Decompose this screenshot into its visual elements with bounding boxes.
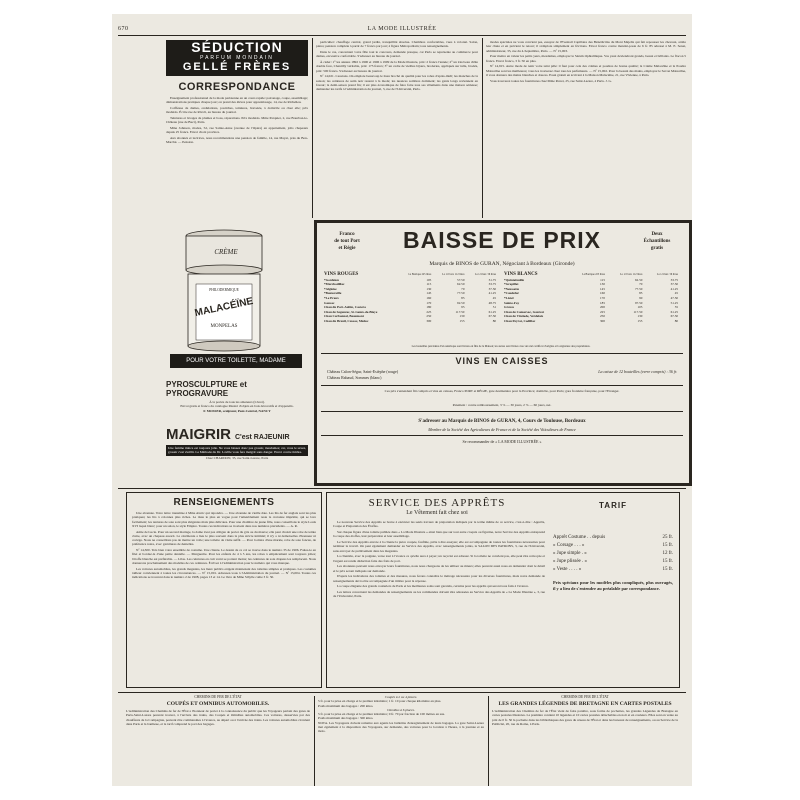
caisse-name: Château Rabaud, Sommes (blanc): [327, 375, 382, 380]
wine-price: 33.75: [488, 282, 496, 287]
wine-price: 130: [637, 314, 643, 319]
baisse-right-note: [631, 231, 683, 252]
paragraph: Sur chaque figure d'une toilette publiée dans « La Mode Illustrée » ainsi bien que sur tout autre croquis ou figurine, notre Service des Apprêts entreprend la coupe des étoffes, leur préparation et leur assemblage.: [333, 529, 545, 539]
caisses-title: VINS EN CAISSES: [455, 356, 549, 366]
wine-price: 155: [637, 318, 643, 323]
wine-name: *Le Praux: [324, 295, 339, 300]
paragraph: Les abonnées peuvent nous envoyer leurs fournitures, nous nous chargeons de les utiliser au mieux; elles peuvent aussi nous en demander dont le détail et le prix seront indiqués sur demande.: [333, 564, 545, 573]
tarif-title: TARIF: [599, 501, 627, 510]
tarif-row: [553, 534, 673, 542]
jar-lid-text: CRÈME: [214, 248, 238, 256]
wine-name: *Caudefar: [504, 291, 520, 296]
wine-price: 70: [461, 286, 465, 291]
column-3-text: [486, 40, 686, 84]
service-des-apprets-box: [326, 492, 680, 688]
wine-price: 95: [461, 305, 465, 310]
baisse-note: Les bouteilles précédées d'un astérisque sont livrées en fûts de la Maison; les autres sont livrées avec un réel certificat d'origine et la signature des propriétaires.: [411, 345, 591, 348]
wine-price: 37.50: [670, 282, 678, 287]
mid-line: 5 fr. pour la prise en charge et le premier kilomètre; 1 fr. 10 pour chaque kilomètre en plus.: [318, 699, 442, 704]
wine-name: *Algleise: [324, 286, 337, 291]
paragraph: La clientèle, avec la poignée, verse tout à l'avance ce qu'elle aura à payer; un reçu lui est adressé. Si la toilette ne convient pas, elle peut être renvoyée et l'argent est rendu déduction faite des frais de port.: [333, 554, 545, 563]
correspondance-text: [166, 96, 308, 146]
wine-price: 62.50: [457, 282, 465, 287]
col-head: La Barrique 225 litres: [408, 273, 432, 276]
tarif-row: [553, 558, 673, 566]
paragraph: Les lettres concernant les demandes de renseignements ou les commandes doivent être adressées au Service des Apprêts de « La Mode Illustrée », 3, rue de l'Université, Paris.: [333, 589, 545, 599]
note-line: gratis: [650, 246, 664, 251]
wine-name: *Neussette: [504, 286, 520, 291]
wine-price: 80: [674, 318, 678, 323]
wine-price: 180: [426, 305, 432, 310]
wine-price: 200: [600, 305, 605, 310]
paragraph: La coupe élégante des grands couturiers de Paris et les meilleures soins sont garantis, certains pour les apprêts qui seront tous faits à l'avance.: [337, 584, 529, 589]
paragraph: Nº 14,021. Cessions. On emploie beaucoup le tissu broché de qualité pour les robes d'après-midi; les manches de la saison; les ceintures de satin noir restent à la mode; les nuances sombres dominent; les gants longs reviennent en faveur; la demi-saison prend fin; il est plus économique de faire faire tous ses vêtements dans une maison sérieuse; demandez les tarifs à l'administration du journal, 3, rue de l'Université, Paris.: [316, 74, 478, 92]
wine-price: 48.75: [488, 300, 496, 305]
wine-name: Graves: [504, 305, 515, 310]
note-line: et Régie: [338, 246, 356, 251]
wine-price: 97.50: [634, 300, 643, 305]
wine-row: [503, 319, 679, 324]
wine-price: 61.25: [670, 309, 678, 314]
pyrosculpture-title: PYROSCULPTURE et PYROGRAVURE: [166, 380, 247, 398]
col-head: La 1/4 barr. 56 litres: [474, 273, 496, 276]
wine-price: 145: [426, 291, 432, 296]
wine-price: 80: [492, 318, 496, 323]
wine-price: 33.75: [670, 277, 678, 282]
renseignements-title: RENSEIGNEMENTS: [173, 497, 275, 508]
wine-name: Chau du Breuil, Cussac, Médoc: [324, 318, 369, 323]
wine-name: *Listel: [504, 295, 514, 300]
seduction-sub: PARFUM MONDAIN: [200, 55, 274, 61]
wine-price: 117.50: [633, 309, 643, 314]
wine-price: 41.25: [488, 291, 496, 296]
wine-name: Chau de Segonzac, St-Genès-de-Blaye: [324, 309, 378, 314]
seduction-brand: GELLÉ FRÈRES: [182, 61, 292, 73]
seduction-ad: [166, 40, 308, 76]
wine-name: Chau de Camarsac, Gaurcet: [504, 309, 545, 314]
wine-name: *Gonfalon: [324, 277, 339, 282]
wine-price: 170: [600, 295, 605, 300]
pyrosculpture-line: À la portée de tous les amateurs (Livret).: [209, 400, 265, 404]
paragraph: Les voitures automobiles, les grands magasins, les lieux publics exigent maintenant des toilettes simples et pratiques. Les costumes tailleur conviennent à toutes les circonstances. — Nº 15,001. Adressez-vous à l'Administration du journal. — Nº 15,004. Toutes ces indications se trouvent dans le numéro 2 de 1908, pages 13 et 14. Le livre de Mme Sibylle coûte 3 fr. 50.: [132, 566, 316, 580]
vins-blancs-table: [503, 273, 679, 324]
maigrir-line: Une femme mince est toujours jolie. Ne vous laissez donc pas grossir, mesdames; car, vous le savez, grossir c'est vieillir. La Méthode du Dr. Laville vous fera maigrir sans danger. Envoi contre timbre.: [168, 446, 306, 455]
wine-price: 41.25: [670, 286, 678, 291]
wine-price: 145: [600, 286, 605, 291]
pyrosculpture-ad: [166, 380, 308, 413]
wine-price: 45: [492, 295, 496, 300]
wine-price: 300: [426, 318, 432, 323]
left-kicker: CHEMINS DE FER DE L'ÉTAT: [194, 695, 242, 699]
wine-name: *Quintefeuille: [504, 277, 524, 282]
paragraph: Enseignement professionnel de la mode parisienne en un cours rapide: patronage, coupe, assemblage; démonstrations pratiques chaque jour; on prend des élèves pour apprentissage, 14, rue de Richelieu.: [166, 96, 308, 105]
baisse-title: BAISSE DE PRIX: [402, 227, 602, 253]
jar-brand: MALACÉÏNE: [193, 295, 255, 320]
wine-price: 115: [426, 282, 432, 287]
pyrosculpture-line: Envoi gratis et franco du catalogue illustré d'objets en bois décoratifs et d'appareils.: [180, 404, 294, 409]
tarif-label: » Jupe simple . »: [553, 551, 587, 556]
baisse-subtitle: Marquis de BINOS de GURAN, Négociant à Bordeaux (Gironde): [429, 261, 575, 267]
left-text: L'Administration des Chemins de fer de l'État a l'honneur de porter à la connaissance du public que les Voyageurs partant des gares de Paris-Saint-Lazare peuvent trouver, à l'arrivée des trains, des Coupés et Omnibus automobiles. Ces voitures, desservies par des chauffeurs de la Compagnie, peuvent être commandées à l'avance, au départ ou à l'arrivée des trains. Les voitures automobiles circulent dans Paris et la banlieue, et le tarif comprend le port des bagages.: [126, 709, 310, 726]
tarif-price: 15 fr.: [662, 543, 673, 548]
wine-name: Sainte-Foy: [504, 300, 520, 305]
caisses-list: [327, 369, 677, 381]
col-head: La 1/2 barr. 112 litres: [620, 273, 643, 276]
right-kicker: CHEMINS DE FER DE L'ÉTAT: [561, 695, 609, 699]
baisse-address: S'adresser au Marquis de BINOS de GURAN, 4, Cours de Toulouse, Bordeaux: [418, 419, 586, 424]
wine-price: 70: [639, 282, 643, 287]
wine-price: 55: [674, 305, 678, 310]
tarif-price: 15 fr.: [662, 559, 673, 564]
wine-name: Chau Carbonnal, Beaumont: [324, 314, 364, 319]
wine-name: Chau de Virelade, Verdelais: [504, 314, 544, 319]
service-text: [333, 520, 545, 600]
col-head: La 1/2 barr. 112 litres: [442, 273, 465, 276]
running-title: LA MODE ILLUSTRÉE: [367, 26, 437, 32]
paragraph: modes spéciales ne vous convient pas, essayez de l'Eventail Capillaire des Bénédictins du Mont Majella qui fait repousser les cheveux, arrête leur chute et en prévient le retour; il s'emploie simplement en frictions. Envoi franco contre mandat-poste de 6 fr. 85 adressé à M. E. Senet, administrateur, 35, rue du 4-Septembre, Paris. — Nº 15,003.: [486, 40, 686, 53]
wine-price: 92.50: [457, 300, 465, 305]
note-line: Échantillons: [643, 239, 671, 244]
tarif-label: » Jupe plissée . »: [553, 559, 588, 564]
jar-maker: MONPELAS: [210, 324, 238, 329]
note-line: Deux: [651, 232, 663, 237]
wine-price: 115: [600, 277, 605, 282]
wine-price: 117.50: [455, 309, 465, 314]
wine-name: Chau du Port-Aubin, Castera: [324, 305, 366, 310]
wine-price: 225: [600, 309, 605, 314]
wine-price: 250: [600, 314, 605, 319]
mid-line: Poids maximum des bagages : 200 kilos.: [318, 703, 374, 708]
paragraph: Teintures et lavages de plumes et boas, réparations. Prix modérés. Mme Parquier, 2, rue Bourbon-le-Château (rue de Buci), Paris.: [166, 115, 308, 125]
malaceine-caption: POUR VOTRE TOILETTE, MADAME: [170, 354, 302, 368]
wine-price: 51: [492, 305, 496, 310]
caisse-name: Château Calon-Ségur, Saint-Estèphe (rouge): [327, 369, 399, 374]
column-2-text: [316, 40, 478, 93]
renseignements-box: [126, 492, 322, 688]
col-head: La Barrique 225 litres: [582, 273, 605, 276]
wine-row: [323, 319, 497, 324]
baisse-de-prix-ad: [314, 220, 692, 486]
wine-price: 300: [600, 318, 605, 323]
rouges-title: VINS ROUGES: [324, 272, 359, 277]
malaceine-ad: [166, 224, 306, 374]
wine-name: *Marchodillac: [324, 282, 345, 287]
seduction-title: SÉDUCTION: [191, 39, 283, 55]
wine-price: 130: [426, 286, 432, 291]
baisse-conditions: Ces prix s'entendent fût compris et vins en caisses, Franco PORT et RÉGIE, gare destinataire pour la Province; domicile, pour Paris; gare frontière française, pour l'Etranger.: [384, 389, 620, 393]
tarif-panel: [553, 501, 673, 591]
maigrir-title: MAIGRIR: [166, 426, 231, 443]
magazine-page: [112, 14, 692, 786]
wine-price: 77.50: [634, 286, 643, 291]
wine-price: 77.50: [457, 291, 465, 296]
paragraph: Coiffeuse de dames, ondulations, postiches, teintures, brevetée, à domicile ou chez elle; prix modérés. Écrire rue de Rivoli, au bureau du journal.: [166, 105, 308, 115]
wine-price: 105: [426, 277, 432, 282]
paragraph: Aux abonnés et lectrices, nous recommandons une pension de famille, 14, rue Mayet, près du Bon-Marché. — Pension.: [166, 135, 308, 145]
wine-price: 225: [426, 309, 432, 314]
mid-line: Poids maximum des bagages : 300 kilos.: [318, 716, 374, 721]
tarif-price: 15 fr.: [662, 567, 673, 572]
jar-label-top: PHILODERMIQUE: [209, 288, 239, 292]
wine-price: 61.25: [488, 309, 496, 314]
right-text: L'Administration des Chemins de fer de l'État vient de faire paraître, sous forme de pochettes, les grandes Légendes de Bretagne en cartes postales illustrées. La première contient 10 légendes et 10 cartes postales détachables en noir et en couleurs. Elles sont en vente au prix de 0 fr. 50 la pochette dans les bibliothèques des gares du réseau de l'État et dans les bureaux de renseignements, ou au Service de la Publicité, 20, rue de Rome, à Paris.: [492, 709, 678, 726]
page-number: 670: [118, 26, 129, 32]
paragraph: Mme Johnson, modes, 52, rue Sainte-Anne (avenue de l'Opéra) en appartement, jolis chapeaux depuis 25 francs. Envoi choix province.: [166, 125, 308, 135]
wine-price: 67.50: [488, 314, 496, 319]
baisse-member: Membre de la Société des Agriculteurs de France et de la Société des Viticulteurs de France: [428, 427, 576, 432]
renseignements-text: [132, 511, 316, 581]
left-title: COUPÉS ET OMNIBUS AUTOMOBILES.: [166, 701, 270, 707]
baisse-recommended: Se recommander de « LA MODE ILLUSTRÉE »: [462, 439, 542, 444]
wine-price: 130: [600, 282, 605, 287]
wine-price: 130: [459, 314, 465, 319]
col-head: La 1/4 barr. 56 litres: [656, 273, 678, 276]
paragraph: particulier: chauffage central, grand jardin, tranquillité absolue. Chambres confortables, vues à volonté. Salon, piano; pension complète à partir de 7 francs par jour; à figure Métropolitain; tous renseignements.: [316, 40, 478, 49]
service-subtitle: Le Vêtement fait chez soi: [406, 510, 468, 516]
wine-price: 155: [459, 318, 465, 323]
correspondance-title: CORRESPONDANCE: [178, 81, 296, 93]
tarif-row: [553, 566, 673, 574]
mid-line: NOTA. Les Voyageurs doivent remettre aux agents les bulletins d'enregistrement de leurs bagages. La gare Saint-Lazare met également à la disposition des Voyageurs, sur demande, des voitures pour la location à l'heure, à la journée et au mois.: [318, 720, 484, 734]
paragraph: À céder: 1° les années 1892 à 1900 et 1906 à 1909 de la Mode illustrée, prix: 2 francs l'année; 2° un très beau châle double face, Chantilly véritable, prix: 175 francs; 3° un cadre de vieilles bijoux, broderies, appliqués sur tulle, brodés, prix: 500 francs. S'adresser au bureau du journal.: [316, 59, 478, 73]
wine-price: 105: [637, 305, 643, 310]
wine-price: 31.75: [488, 277, 496, 282]
pyrosculpture-line: F. MOSSER, sculpteur, Pont-Central, NANCY: [203, 408, 271, 413]
tarif-row: [553, 542, 673, 550]
wine-price: 90: [639, 295, 643, 300]
coupes-omnibus-article: [126, 695, 310, 726]
tarif-label: » Corsage . . . »: [553, 543, 585, 548]
maigrir-line: Chez CHARDON, 35, rue Saint-Lazare, Paris: [205, 455, 269, 460]
maigrir-side: C'est RAJEUNIR: [235, 434, 290, 441]
vins-rouges-table: [323, 273, 497, 324]
coupes-tarifs-column: [318, 695, 484, 734]
wine-name: Chau Peyrat, Cadillac: [504, 318, 536, 323]
wine-name: *Grapillet: [504, 282, 519, 287]
cream-jar-illustration: [166, 224, 306, 364]
wine-price: 37.50: [488, 286, 496, 291]
paragraph: Nº 14,300. Très bien votre ensemble de costume. Une cliente. Le dessin de ce col se trouve dans le numéro 35 de 1906. Faites-le en filet et bordez-le d'une petite dentelle. — Marguerite. Pour les enfants de 4 à 5 ans, les robes à empiècement sont toujours jolies; l'étoffe blanche est préférable. — Lilas. Les ceintures en cuir verni se portent moins; les ceintures de soie drapées les remplacent. Nous donnerons prochainement des modèles de ces ceintures. Écrivez à l'administration pour le numéro qui vous manque.: [132, 548, 316, 566]
mid-line: 5 fr. pour la prise en charge et le premier kilomètre; 0 fr. 70 par fraction de 100 mètres en sus.: [318, 712, 445, 717]
baisse-payment: Paiement : contre remboursement, 3 % — 30 jours, 2 % — 60 jours, net.: [452, 403, 552, 407]
tarif-row: [553, 550, 673, 558]
wine-price: 85: [639, 291, 643, 296]
paragraph: Nº 14,915. Autre mode de tenir votre teint pâle: il faut pour cela des crèmes et poudres de bonne qualité; la Crème Malacéïne et la Poudre Malacéïne sont les meilleures; vous les trouverez chez tous les parfumeurs. — Nº 15,002. Pour la beauté des mains, employez le Savon Malacéïne, il vous donnera des mains blanches et douces. Essai gratuit en écrivant à la Maison Malacéïne, 21, rue Vivienne, à Paris.: [486, 64, 686, 77]
wine-price: 57.50: [457, 277, 465, 282]
paragraph: Amie de Lucie. Pour un second mariage, la dame n'est pas obligée de porter du gris ou du mauve; elle peut choisir une robe de teinte claire, avec un chapeau assorti. La cérémonie a lieu le plus souvent dans la plus stricte intimité; il n'y a ni demoiselles d'honneur ni cortège. Nous ne conseillons pas de mettre un voile; une toilette de visite suffit. — Pour la mère d'une mariée, robe de soie foncée, de préférence noire, avec garnitures de dentelles.: [132, 529, 316, 547]
wine-name: *Boutoroille: [324, 291, 342, 296]
right-title: LES GRANDES LÉGENDES DE BRETAGNE EN CARTES POSTALES: [498, 701, 672, 707]
service-title: SERVICE DES APPRÊTS: [368, 497, 506, 509]
tarif-rows: [553, 534, 673, 574]
mid-line: Coupés à 2 ou 4 places.: [384, 695, 418, 699]
wine-price: 67.50: [670, 314, 678, 319]
baisse-left-note: [321, 231, 373, 252]
wine-price: 160: [600, 291, 605, 296]
wine-price: 45: [674, 291, 678, 296]
tarif-note: Prix spéciaux pour les modèles plus compliqués, plus ouvragés, il y a lieu de s'entendre au préalable par correspondance.: [553, 580, 673, 591]
mid-line: Omnibus à 6 places.: [387, 707, 415, 712]
paragraph: Le nouveau Service des Apprêts se borne à exécuter les seuls travaux de préparation indiqués par le terme même de ce service, c'est-à-dire : Apprêts, Coupe et Préparation des Étoffes.: [333, 520, 545, 529]
tarif-price: 12 fr.: [662, 551, 673, 556]
legendes-bretagne-article: [492, 695, 678, 726]
note-line: Franco: [339, 232, 355, 237]
wine-price: 51.25: [670, 300, 678, 305]
paragraph: Le Service des Apprêts envoie à la cliente la pièce coupée, faufilée, prête à être essayée; elle est accompagnée de toutes les fournitures nécessaires pour terminer le travail. On peut également demander au Service des Apprêts, avec renseignements joints, le SALON DES PATRONS, 3, rue de l'Université, sans envoyer de prélèvement dans les magasins.: [333, 539, 545, 553]
wine-price: 47.50: [670, 295, 678, 300]
paragraph: Une abonnée. Votre lettre transmise à Mme Alaric qui répondra. — Une abonnée de vieille date. Les lits de fer anglais sont les plus pratiques; les lits à colonnes plus riches. Le tissu le plus en vogue pour l'ameublement reste le cretonne imprimé, qui se lave facilement; les tentures de soie sont plus élégantes mais plus délicates. Pour une chambre de jeune fille, nous conseillons le style Louis XVI laqué blanc; pour un salon, le style Empire. Toutes ces indications se trouvent dans nos numéros précédents. — A. R.: [132, 511, 316, 528]
paragraph: D'après les indications des toilettes et des mesures, nous ferons connaître le métrage nécessaire pour les diverses fournitures, mais notre demande de renseignements devra être accompagnée d'un timbre pour la réponse.: [333, 574, 545, 583]
wine-price: 170: [426, 300, 432, 305]
paragraph: Vous trouverez toutes les fournitures chez Mme Perret, 25, rue Saint-Lazare, à Paris. J. G.: [490, 78, 612, 83]
maigrir-ad: [166, 426, 308, 460]
tarif-price: 25 fr.: [662, 535, 673, 540]
paragraph: Pour mettre en valeur les petits yeux, mesdames, employez le Sérum Ophtalmique. Vos yeux deviendront grands, beaux et brillants. Le flacon 5 francs. Envoi franco, 3 fr. 50 en plus.: [486, 54, 686, 63]
tarif-label: » Veste . . . . »: [553, 567, 582, 572]
paragraph: Dans le cas, concernant votre fille tout le concours, demande presque, car Paris se représente au commerce pour dames, excessive confortable. S'adresser au bureau du journal.: [316, 49, 478, 59]
wine-price: 160: [426, 295, 432, 300]
note-line: de tout Port: [334, 239, 360, 244]
tarif-label: Apprêt Costume . . depuis: [553, 535, 606, 540]
wine-price: 185: [600, 300, 605, 305]
wine-price: 85: [461, 295, 465, 300]
caisse-price: La caisse de 12 bouteilles (verre compris) : 36 fr.: [598, 369, 677, 374]
wine-price: 62.50: [634, 277, 643, 282]
wine-name: Gonsac: [324, 300, 335, 305]
wine-price: 250: [426, 314, 432, 319]
blancs-title: VINS BLANCS: [504, 272, 538, 277]
